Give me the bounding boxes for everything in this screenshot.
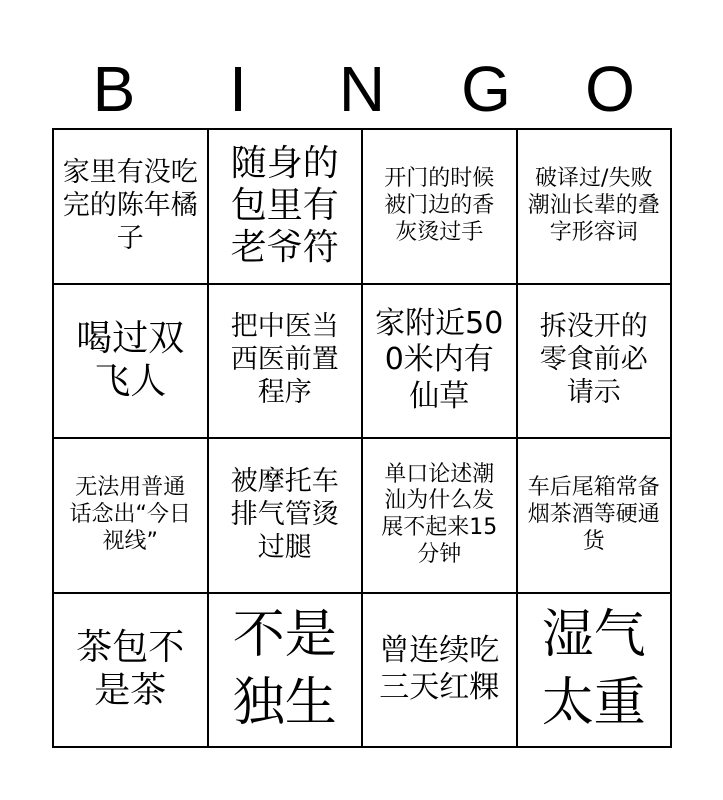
- header-letter-i: I: [229, 53, 247, 125]
- header-letter-n: N: [338, 53, 386, 125]
- cell-label: 无法用普通话念出“今日视线”: [69, 475, 191, 554]
- cell-label: 被摩托车排气管烫过腿: [230, 465, 339, 563]
- header-letter-b: B: [92, 53, 136, 125]
- bingo-cell-r3c3[interactable]: [362, 438, 517, 593]
- bingo-cell-r2c4[interactable]: [517, 284, 672, 439]
- bingo-cell-r3c4[interactable]: [517, 438, 672, 593]
- bingo-header: [52, 50, 672, 128]
- cell-label: 曾连续吃三天红粿: [379, 633, 500, 705]
- bingo-cell-r3c2[interactable]: [208, 438, 363, 593]
- cell-label: 喝过双飞人: [76, 318, 185, 402]
- bingo-cell-r2c1[interactable]: [53, 284, 208, 439]
- cell-label: 随身的包里有老爷符: [230, 142, 339, 269]
- bingo-cell-r2c2[interactable]: [208, 284, 363, 439]
- bingo-cell-r1c3[interactable]: [362, 129, 517, 284]
- header-letter-o: O: [585, 53, 635, 125]
- cell-label: 车后尾箱常备烟茶酒等硬通货: [527, 475, 660, 554]
- cell-label: 拆没开的零食前必请示: [539, 311, 648, 409]
- bingo-cell-r4c1[interactable]: [53, 593, 208, 748]
- bingo-cell-r1c2[interactable]: [208, 129, 363, 284]
- bingo-cell-r1c4[interactable]: [517, 129, 672, 284]
- bingo-cell-r4c4[interactable]: [517, 593, 672, 748]
- cell-label: 开门的时候被门边的香灰烫过手: [384, 166, 495, 245]
- cell-label: 家里有没吃完的陈年橘子: [62, 156, 198, 254]
- bingo-cell-r3c1[interactable]: [53, 438, 208, 593]
- cell-label: 单口论述潮汕为什么发展不起来15分钟: [381, 461, 498, 568]
- bingo-board: [52, 128, 672, 748]
- cell-label: 破译过/失败潮汕长辈的叠字形容词: [527, 166, 660, 245]
- bingo-cell-r4c2[interactable]: [208, 593, 363, 748]
- cell-label: 不是独生: [232, 605, 337, 733]
- bingo-cell-r1c1[interactable]: [53, 129, 208, 284]
- cell-label: 把中医当西医前置程序: [230, 311, 339, 409]
- bingo-cell-r2c3[interactable]: [362, 284, 517, 439]
- cell-label: 湿气太重: [541, 605, 646, 733]
- bingo-cell-r4c3[interactable]: [362, 593, 517, 748]
- cell-label: 茶包不是茶: [76, 627, 185, 711]
- cell-label: 家附近500米内有仙草: [375, 305, 504, 415]
- header-letter-g: G: [461, 53, 511, 125]
